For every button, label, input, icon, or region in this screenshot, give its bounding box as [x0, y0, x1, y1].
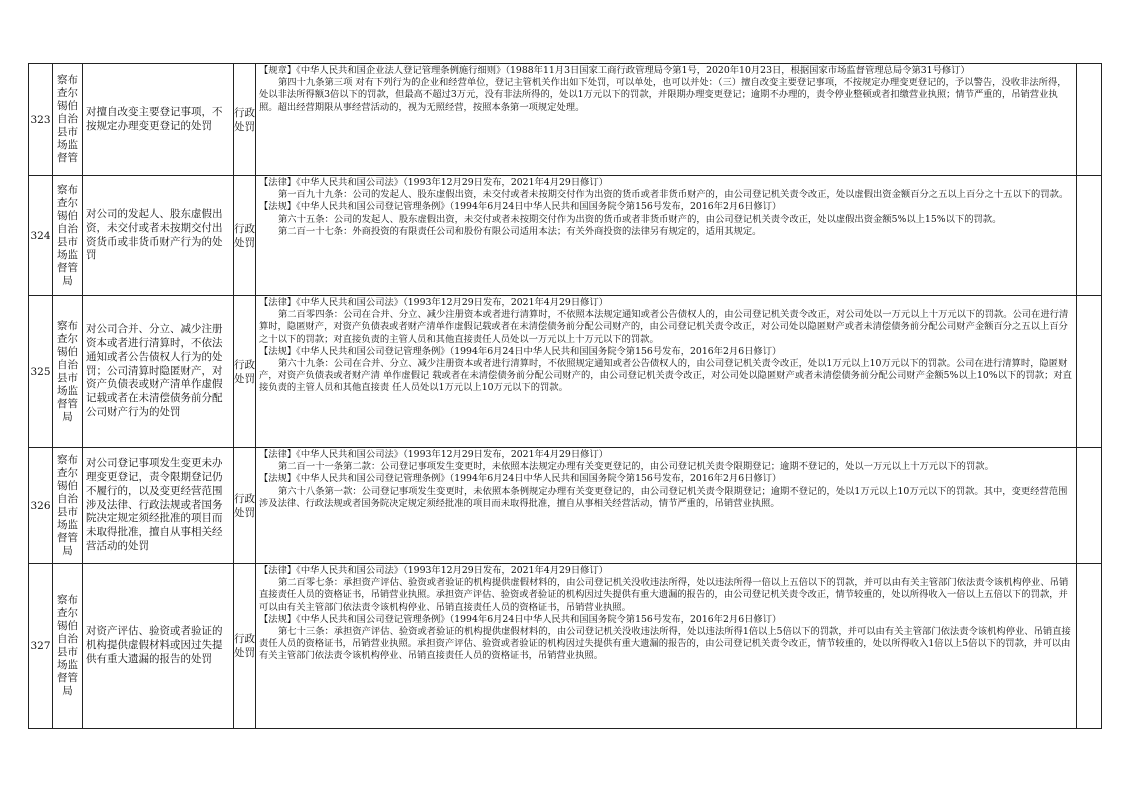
- basis-paragraph: 第二百一十七条：外商投资的有限责任公司和股份有限公司适用本法；有关外商投资的法律另有规定的，适用其规定。: [278, 225, 762, 237]
- table-row: [29, 64, 1102, 176]
- legal-basis-cell: [256, 448, 1077, 564]
- legal-basis-cell: [256, 176, 1077, 296]
- department-cell: 察布查尔锡伯自治县市场监督管局: [53, 564, 83, 729]
- remarks-cell: [1077, 448, 1102, 564]
- department-cell: 察布查尔锡伯自治县市场监督管局: [53, 296, 83, 448]
- basis-paragraph: 第六十八条第一款：公司登记事项发生变更时，未依照本条例规定办理有关变更登记的，由公司登记机关责令限期登记；逾期不登记的，处以1万元以上10万元以下的罚款。其中，变更经营范围涉及法律、行政法规或者国务院决定规定须经批准的项目而未取得批准，擅自从事相关经营活动，情节严重的，吊销营业执照。: [259, 485, 1068, 509]
- basis-paragraph: 第二百零七条：承担资产评估、验资或者验证的机构提供虚假材料的，由公司登记机关没收违法所得，处以违法所得一倍以上五倍以下的罚款，并可以由有关主管部门依法责令该机构停业、吊销直接责任人员的资格证书，吊销营业执照。承担资产评估、验资或者验证的机构因过失提供有重大遗漏的报告的，由公司登记机关责令改正，情节较重的，处以所得收入一倍以上五倍以下的罚款，并可以由有关主管部门依法责令该机构停业、吊销直接责任人员的资格证书，吊销营业执照。: [259, 577, 1069, 613]
- legal-basis-cell: [256, 296, 1077, 448]
- power-type-cell: 行政处罚: [234, 296, 256, 448]
- regulation-table: [28, 63, 1102, 729]
- item-name-cell: 对公司登记事项发生变更未办理变更登记，责令限期登记仍不履行的，以及变更经营范围涉及法律、行政法规或者国务院决定规定须经批准的项目而未取得批准，擅自从事相关经营活动的处罚: [83, 448, 234, 564]
- basis-paragraph: 第一百九十九条：公司的发起人、股东虚假出资，未交付或者未按期交付作为出资的货币或者非货币财产的，由公司登记机关责令改正，处以虚假出资金额百分之五以上百分之十五以下的罚款。: [278, 189, 1069, 201]
- item-name-cell: 对擅自改变主要登记事项，不按规定办理变更登记的处罚: [83, 64, 234, 176]
- basis-paragraph: 【法律】《中华人民共和国公司法》（1993年12月29日发布，2021年4月29日修订）: [259, 449, 609, 460]
- basis-paragraph: 【法规】《中华人民共和国公司登记管理条例》（1994年6月24日中华人民共和国国务院令第156号发布，2016年2月6日修订）: [259, 613, 782, 625]
- basis-paragraph: 【法律】《中华人民共和国公司法》（1993年12月29日发布，2021年4月29日修订）: [259, 177, 609, 188]
- basis-paragraph: 第七十三条：承担资产评估、验资或者验证的机构提供虚假材料的，由公司登记机关没收违法所得，处以违法所得1倍以上5倍以下的罚款，并可以由有关主管部门依法责令该机构停业、吊销直接责任人员的资格证书，吊销营业执照。承担资产评估、验资或者验证的机构因过失提供有重大遗漏的报告的，由公司登记机关责令改正，情节较重的，处以所得收入1倍以上5倍以下的罚款，并可以由有关主管部门依法责令该机构停业、吊销直接责任人员的资格证书，吊销营业执照。: [259, 626, 1071, 662]
- remarks-cell: [1077, 64, 1102, 176]
- basis-paragraph: 【法规】《中华人民共和国公司登记管理条例》（1994年6月24日中华人民共和国国务院令第156号发布，2016年2月6日修订）: [259, 345, 782, 357]
- row-number: 325: [29, 296, 53, 448]
- basis-paragraph: 第四十九条第三项 对有下列行为的企业和经营单位，登记主管机关作出如下处罚，可以单处，也可以并处：（三）擅自改变主要登记事项，不按规定办理变更登记的，予以警告，没收非法所得，处以非法所得额3倍以下的罚款，但最高不超过3万元，没有非法所得的，处以1万元以下的罚款，并限期办理变更登记；逾期不办理的，责令停业整顿或者扣缴营业执照；情节严重的，吊销营业执照。超出经营期限从事经营活动的，视为无照经营，按照本条第一项规定处理。: [259, 77, 1067, 113]
- row-number: 326: [29, 448, 53, 564]
- power-type-cell: 行政处罚: [234, 448, 256, 564]
- basis-paragraph: 第六十五条：公司的发起人、股东虚假出资，未交付或者未按期交付作为出资的货币或者非货币财产的，由公司登记机关责令改正，处以虚假出资金额5%以上15%以下的罚款。: [278, 213, 1002, 225]
- department-cell: 察布查尔锡伯自治县市场监督管局: [53, 448, 83, 564]
- basis-paragraph: 【法规】《中华人民共和国公司登记管理条例》（1994年6月24日中华人民共和国国务院令第156号发布，2016年2月6日修订）: [259, 201, 782, 213]
- department-cell: 察布查尔锡伯自治县市场监督管: [53, 64, 83, 176]
- table-row: [29, 296, 1102, 448]
- row-number: 323: [29, 64, 53, 176]
- basis-paragraph: 【法规】《中华人民共和国公司登记管理条例》（1994年6月24日中华人民共和国国务院令第156号发布，2016年2月6日修订）: [259, 473, 782, 485]
- item-name-cell: 对公司合并、分立、减少注册资本或者进行清算时，不依法通知或者公告债权人行为的处罚；公司清算时隐匿财产，对资产负债表或财产清单作虚假记载或者在未清偿债务前分配公司财产行为的处罚: [83, 296, 234, 448]
- basis-paragraph: 第二百一十一条第二款：公司登记事项发生变更时，未依照本法规定办理有关变更登记的，由公司登记机关责令限期登记；逾期不登记的，处以一万元以上十万元以下的罚款。: [278, 461, 994, 473]
- table-row: [29, 448, 1102, 564]
- basis-paragraph: 第六十九条：公司在合并、分立、减少注册资本或者进行清算时，不依照规定通知或者公告债权人的，由公司登记机关责令改正，处以1万元以上10万元以下的罚款。公司在进行清算时，隐匿财产，对资产负债表或者财产清 单作虚假记 载或者在未清偿债务前分配公司财产的，由公司登记机关责令改正，对公司处以隐匿财产或者未清偿债务前分配公司财产金额5%以上10%以下的罚款；对直接负责的主管人员和其他直接责 任人员处以1万元以上10万元以下的罚款。: [259, 358, 1072, 394]
- remarks-cell: [1077, 296, 1102, 448]
- item-name-cell: 对资产评估、验资或者验证的机构提供虚假材料或因过失提供有重大遗漏的报告的处罚: [83, 564, 234, 729]
- basis-paragraph: 【法律】《中华人民共和国公司法》（1993年12月29日发布，2021年4月29日修订）: [259, 297, 609, 308]
- basis-paragraph: 第二百零四条：公司在合并、分立、减少注册资本或者进行清算时，不依照本法规定通知或者公告债权人的，由公司登记机关责令改正，对公司处以一万元以上十万元以下的罚款。公司在进行清算时，隐匿财产，对资产负债表或者财产清单作虚假记载或者在未清偿债务前分配公司财产的，由公司登记机关责令改正，对公司处以隐匿财产或者未清偿债务前分配公司财产金额百分之五以上百分之十以下的罚款；对直接负责的主管人员和其他直接责任人员处以一万元以上十万元以下的罚款。: [259, 309, 1069, 345]
- legal-basis-cell: [256, 64, 1077, 176]
- table-row: [29, 176, 1102, 296]
- power-type-cell: 行政处罚: [234, 64, 256, 176]
- department-cell: 察布查尔锡伯自治县市场监督管局: [53, 176, 83, 296]
- basis-paragraph: 【规章】《中华人民共和国企业法人登记管理条例施行细则》（1988年11月3日国家工商行政管理局令第1号，2020年10月23日，根据国家市场监督管理总局令第31号修订）: [259, 65, 970, 76]
- row-number: 327: [29, 564, 53, 729]
- power-type-cell: 行政处罚: [234, 176, 256, 296]
- basis-paragraph: 【法律】《中华人民共和国公司法》（1993年12月29日发布，2021年4月29日修订）: [259, 565, 609, 576]
- row-number: 324: [29, 176, 53, 296]
- power-type-cell: 行政处罚: [234, 564, 256, 729]
- legal-basis-cell: [256, 564, 1077, 729]
- remarks-cell: [1077, 564, 1102, 729]
- remarks-cell: [1077, 176, 1102, 296]
- table-row: [29, 564, 1102, 729]
- item-name-cell: 对公司的发起人、股东虚假出资，未交付或者未按期交付出资货币或非货币财产行为的处罚: [83, 176, 234, 296]
